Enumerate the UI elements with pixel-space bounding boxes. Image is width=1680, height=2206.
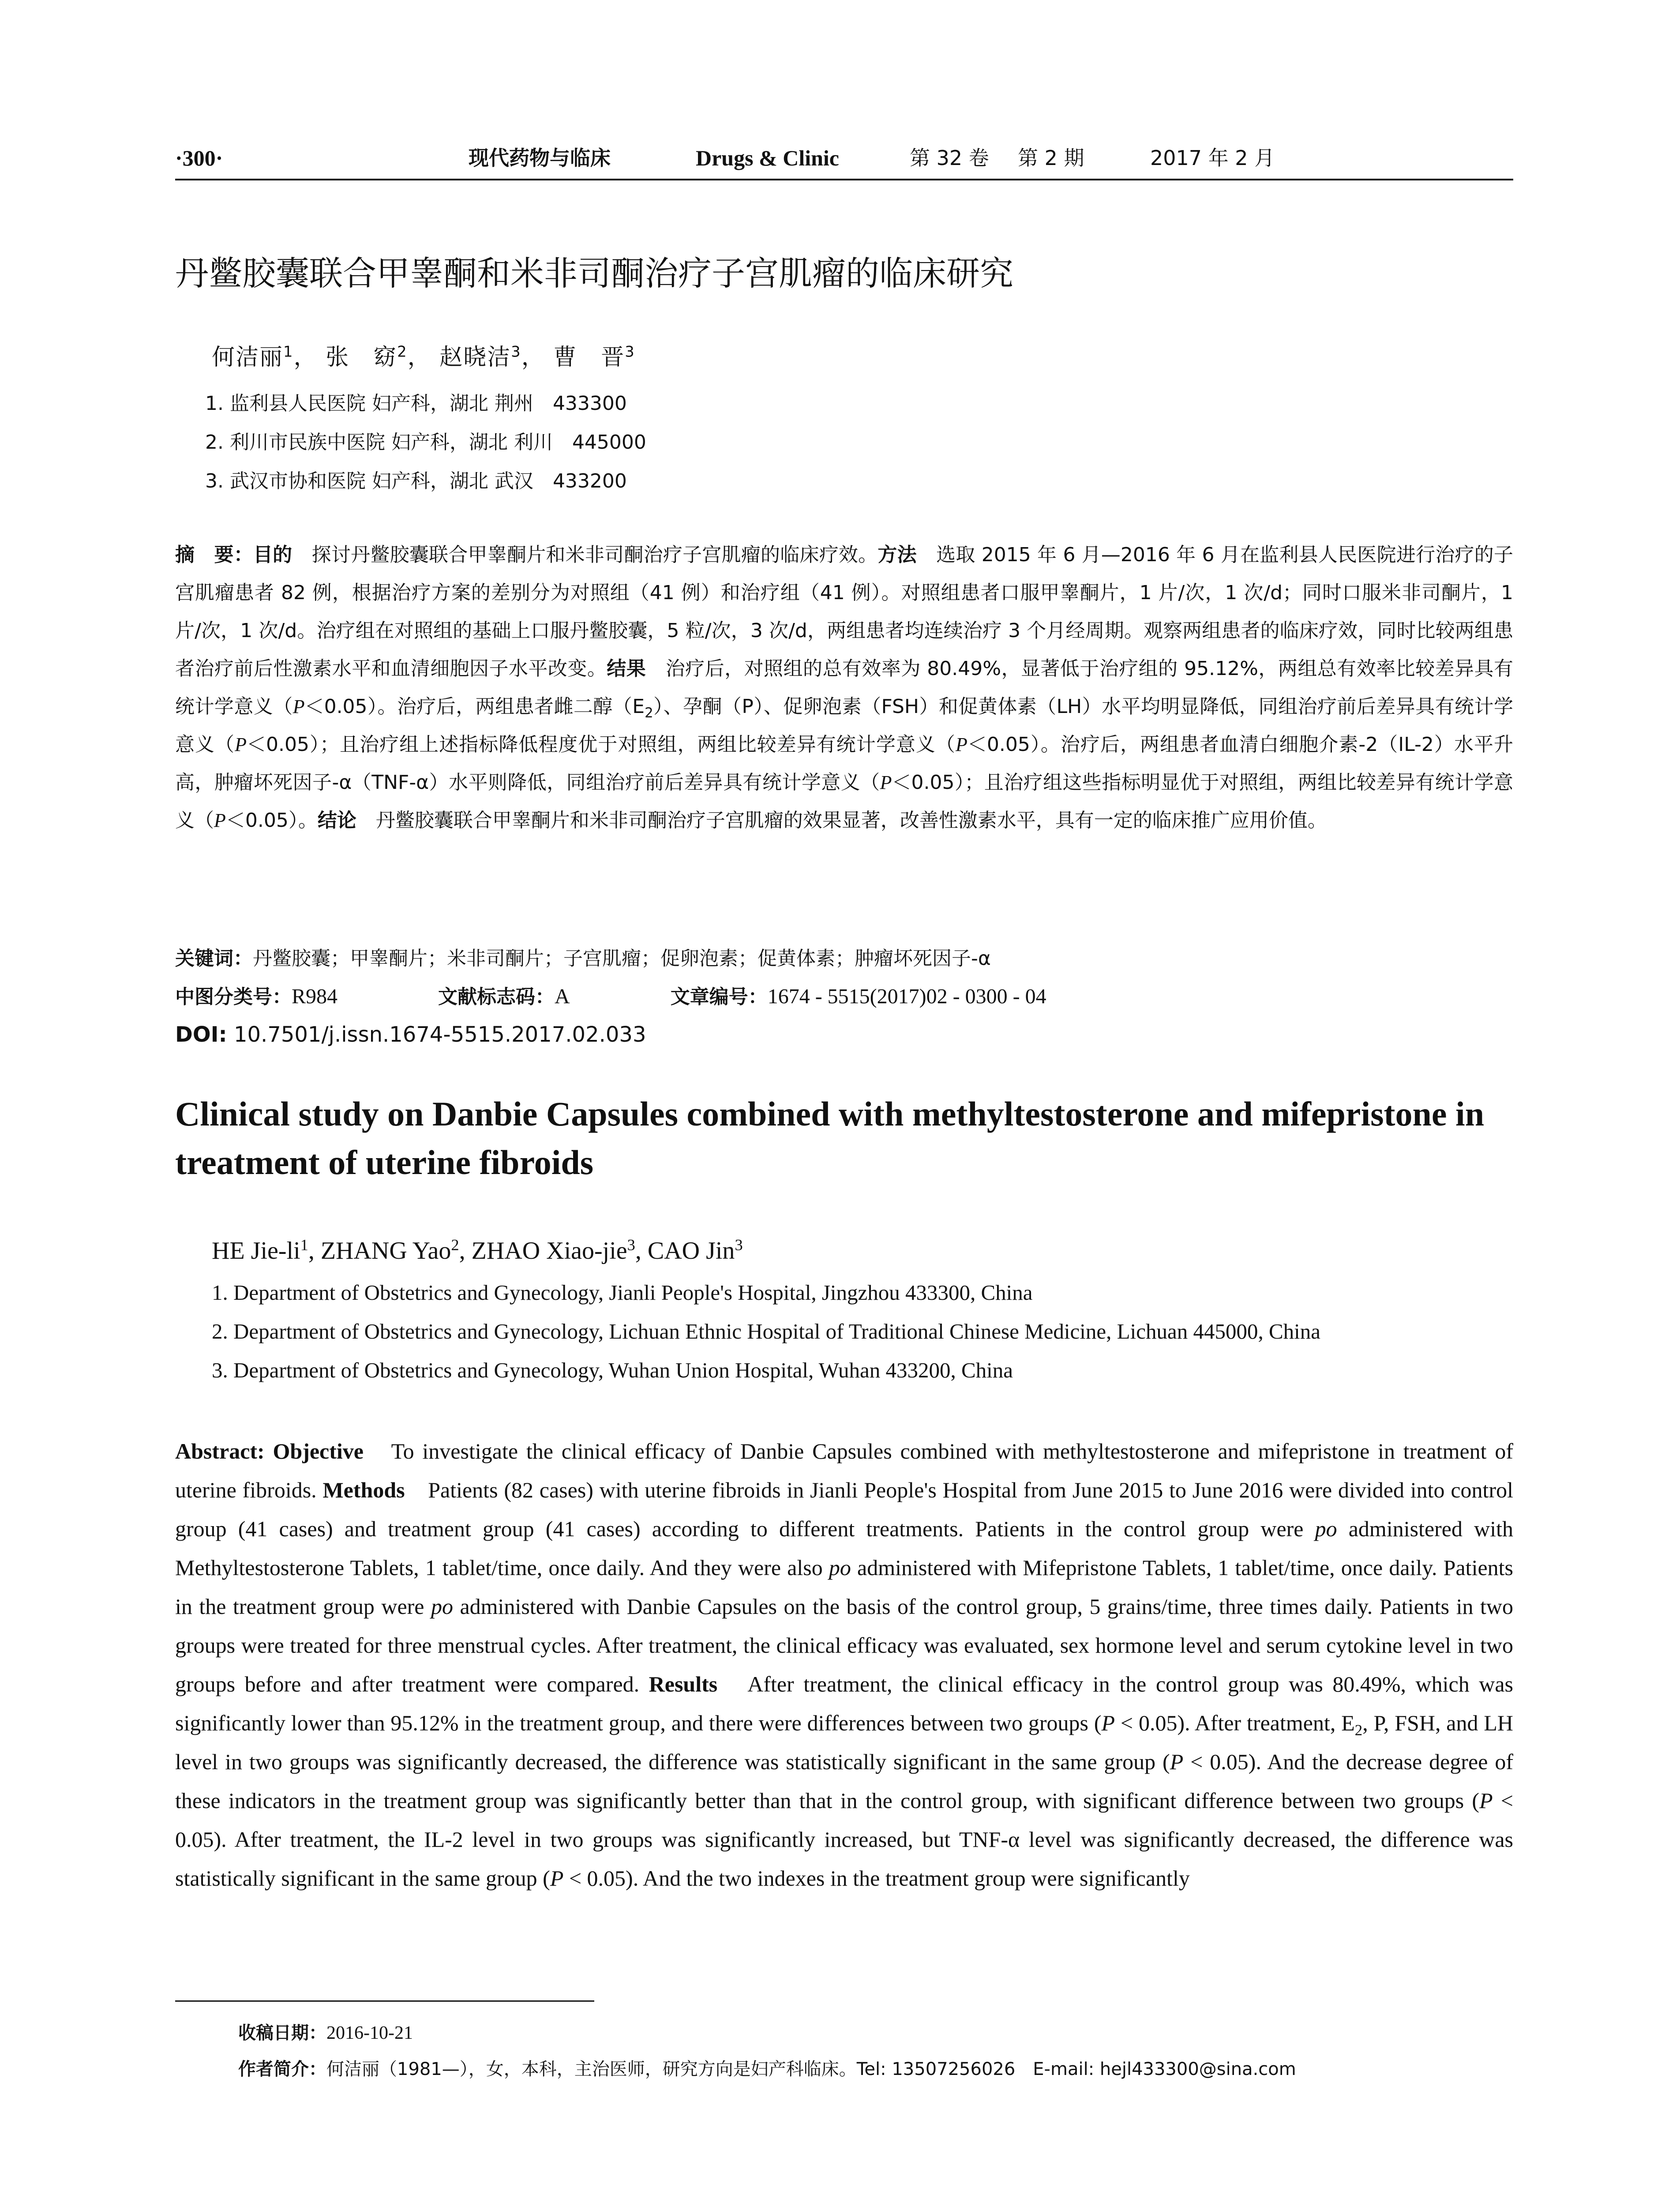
- results-text: 治疗后，对照组的总有效率为 80.49%，显著低于治疗组的 95.12%，两组总有效率比较差异具有统计学意义（: [175, 657, 1513, 718]
- author-name: ZHANG Yao: [320, 1237, 451, 1264]
- title-cn: 丹鳖胶囊联合甲睾酮和米非司酮治疗子宫肌瘤的临床研究: [175, 254, 1013, 293]
- results-text: . And the two indexes in the treatment group were significantly: [633, 1866, 1190, 1891]
- po-term: po: [1315, 1516, 1337, 1541]
- results-text: 。治疗后，两组患者雌二醇（E: [377, 695, 645, 718]
- author-affil-mark: 2: [397, 343, 408, 360]
- results-text: 。治疗后，两组患者血清白细胞介素-2（IL-2）水平升高，肿瘤坏死因子-α（TNF-α）水平则降低，同组治疗前后差异具有统计学意义（: [175, 733, 1514, 794]
- p-value: < 0.05): [563, 1866, 633, 1891]
- methods-label: 方法: [878, 544, 917, 566]
- author-separator: ,: [635, 1237, 648, 1264]
- footnote-rule: [175, 2000, 594, 2002]
- author-name: 赵晓洁: [439, 344, 511, 371]
- affiliation-en-1: 1. Department of Obstetrics and Gynecology, Jianli People's Hospital, Jingzhou 433300, China: [212, 1280, 1033, 1305]
- methods-text: administered with Mifepristone Tablets, 1 tablet/time, once daily. Patients in the treatment group were: [175, 1555, 1514, 1619]
- results-text: ；且治疗组这些指标明显优于对照组，两组比较差异有统计学意义（: [175, 771, 1514, 832]
- conclusion-label: 结论: [317, 809, 356, 832]
- running-header: [175, 140, 1513, 176]
- p-value: ＜0.05）: [225, 809, 298, 832]
- subscript: 2: [645, 705, 653, 721]
- doi-label: DOI:: [175, 1022, 227, 1047]
- p-value: ＜0.05）: [246, 733, 320, 756]
- affiliation-cn-1: 1. 监利县人民医院 妇产科，湖北 荆州 433300: [205, 392, 627, 415]
- doi-value: 10.7501/j.issn.1674-5515.2017.02.033: [227, 1022, 646, 1047]
- p-value: ＜0.05）: [304, 695, 378, 718]
- author-bio: [238, 2054, 1296, 2085]
- affiliation-en-2: 2. Department of Obstetrics and Gynecology, Lichuan Ethnic Hospital of Traditional Chinese Medicine, Lichuan 445000, China: [212, 1319, 1320, 1343]
- p-variable: P: [880, 772, 892, 793]
- author-separator: ，: [293, 344, 318, 371]
- received-label: 收稿日期：: [238, 2023, 326, 2043]
- objective-text: To investigate the clinical efficacy of Danbie Capsules combined with methyltestosterone and mifepristone in treatment of uterine fibroids.: [175, 1439, 1514, 1502]
- author-name: ZHAO Xiao-jie: [471, 1237, 627, 1264]
- article-no-label: 文章编号：: [670, 986, 768, 1008]
- results-text: After treatment, the clinical efficacy in the control group was 80.49%, which was significantly lower than 95.12% in the treatment group, and there were differences between two groups (: [175, 1672, 1514, 1735]
- doi-line: [175, 1016, 646, 1054]
- results-text: , P, FSH, and LH level in two groups was significantly decreased, the difference was statistically significant in the same group (: [175, 1711, 1513, 1774]
- clc-label: 中图分类号：: [175, 986, 292, 1008]
- results-label: 结果: [607, 657, 646, 680]
- keywords-cn: [175, 940, 991, 978]
- p-variable: P: [550, 1866, 564, 1891]
- methods-text: Patients (82 cases) with uterine fibroids in Jianli People's Hospital from June 2015 to June 2016 were divided into control group (41 cases) and treatment group (41 cases) according to different treatments. Patients in the control group were: [175, 1478, 1513, 1541]
- conclusion-text: 丹鳖胶囊联合甲睾酮片和米非司酮治疗子宫肌瘤的效果显著，改善性激素水平，具有一定的临床推广应用价值。: [356, 809, 1327, 832]
- p-variable: P: [214, 810, 226, 831]
- p-value: < 0.05): [175, 1788, 1513, 1852]
- journal-name-cn: 现代药物与临床: [469, 146, 611, 170]
- article-no-value: 1674 - 5515(2017)02 - 0300 - 04: [767, 985, 1046, 1008]
- affiliation-en-3: 3. Department of Obstetrics and Gynecology, Wuhan Union Hospital, Wuhan 433200, China: [212, 1358, 1013, 1382]
- methods-text: 选取 2015 年 6 月—2016 年 6 月在监利县人民医院进行治疗的子宫肌瘤患者 82 例，根据治疗方案的差别分为对照组（41 例）和治疗组（41 例）。对照组患者口服甲睾酮片，1 片/次，1 次/d；同时口服米非司酮片，1 片/次，1 次/d。治疗组在对照组的基础上口服丹鳖胶囊，5 粒/次，3 次/d，两组患者均连续治疗 3 个月经周期。观察两组患者的临床疗效，同时比较两组患者治疗前后性激素水平和血清细胞因子水平改变。: [175, 544, 1514, 680]
- author-name: 张 窈: [326, 344, 398, 371]
- author-name: 曹 晋: [553, 344, 625, 371]
- results-text: . And the decrease degree of these indicators in the treatment group was significantly better than that in the control group, with significant difference between two groups (: [175, 1749, 1513, 1813]
- results-text: . After treatment, E: [1185, 1711, 1355, 1735]
- p-value: < 0.05): [1183, 1749, 1256, 1774]
- bio-value: 何洁丽（1981—），女，本科，主治医师，研究方向是妇产科临床。Tel: 13507256026 E-mail: hejl433300@sina.com: [326, 2059, 1296, 2079]
- author-name: HE Jie-li: [212, 1237, 300, 1264]
- p-variable: P: [1479, 1788, 1493, 1813]
- received-date: [238, 2018, 413, 2048]
- po-term: po: [431, 1594, 453, 1619]
- doc-code-value: A: [555, 985, 570, 1008]
- issue: 第 2 期: [1018, 146, 1084, 170]
- abstract-en: [175, 1432, 1513, 1898]
- objective-label: 目的: [253, 544, 292, 566]
- author-separator: ，: [407, 344, 431, 371]
- abstract-objective-label: Abstract: Objective: [175, 1439, 364, 1463]
- abstract-label: 摘 要：: [175, 544, 253, 566]
- p-value: ＜0.05）: [967, 733, 1041, 756]
- p-variable: P: [292, 696, 305, 717]
- abstract-cn: [175, 536, 1513, 840]
- author-affil-mark: 3: [625, 343, 635, 360]
- p-value: < 0.05): [1115, 1711, 1185, 1735]
- results-label: Results: [649, 1672, 718, 1696]
- results-text: ）、孕酮（P）、促卵泡素（FSH）和促黄体素（LH）水平均明显降低，同组治疗前后差异具有统计学意义（: [175, 695, 1514, 756]
- results-text: . After treatment, the IL-2 level in two groups was significantly increased, but TNF-α level was significantly decreased, the difference was statistically significant in the same group (: [175, 1827, 1513, 1891]
- po-term: po: [829, 1555, 851, 1580]
- bio-label: 作者简介：: [238, 2059, 326, 2079]
- author-name: 何洁丽: [212, 344, 284, 371]
- methods-text: administered with Danbie Capsules on the basis of the control group, 5 grains/time, three times daily. Patients in two groups were treated for three menstrual cycles. After treatment, the clinical efficacy was evaluated, sex hormone level and serum cytokine level in two groups before and after treatment were compared.: [175, 1594, 1513, 1696]
- affiliation-cn-2: 2. 利川市民族中医院 妇产科，湖北 利川 445000: [205, 431, 646, 454]
- received-value: 2016-10-21: [326, 2023, 413, 2043]
- author-affil-mark: 2: [451, 1236, 459, 1254]
- keywords-label: 关键词：: [175, 947, 253, 970]
- volume: 第 32 卷: [910, 146, 989, 170]
- p-variable: P: [955, 734, 968, 755]
- doc-code-label: 文献标志码：: [438, 986, 555, 1008]
- results-text: 。: [298, 809, 318, 832]
- author-separator: ,: [459, 1237, 472, 1264]
- author-name: CAO Jin: [647, 1237, 735, 1264]
- methods-text: administered with Methyltestosterone Tablets, 1 tablet/time, once daily. And they were also: [175, 1516, 1513, 1580]
- clc-value: R984: [292, 985, 338, 1008]
- methods-label: Methods: [322, 1478, 405, 1502]
- journal-name-en: Drugs & Clinic: [696, 146, 839, 170]
- affiliation-cn-3: 3. 武汉市协和医院 妇产科，湖北 武汉 433200: [205, 470, 627, 492]
- author-affil-mark: 3: [735, 1236, 743, 1254]
- objective-text: 探讨丹鳖胶囊联合甲睾酮片和米非司酮治疗子宫肌瘤的临床疗效。: [292, 544, 878, 566]
- author-separator: ,: [308, 1237, 321, 1264]
- authors-en: [212, 1231, 743, 1271]
- p-variable: P: [235, 734, 247, 755]
- classification-line: [175, 978, 1046, 1016]
- header-rule: [175, 179, 1513, 180]
- keywords-text: 丹鳖胶囊；甲睾酮片；米非司酮片；子宫肌瘤；促卵泡素；促黄体素；肿瘤坏死因子-α: [253, 947, 991, 970]
- p-variable: P: [1170, 1749, 1184, 1774]
- authors-cn: [212, 338, 635, 377]
- title-en: Clinical study on Danbie Capsules combined with methyltestosterone and mifepristone in treatment of uterine fibroids: [175, 1095, 1485, 1182]
- author-affil-mark: 3: [627, 1236, 635, 1254]
- p-variable: P: [1101, 1711, 1115, 1735]
- issue-date: 2017 年 2 月: [1150, 146, 1275, 170]
- author-separator: ，: [521, 344, 545, 371]
- p-value: ＜0.05）: [892, 771, 965, 794]
- page-number: ·300·: [175, 146, 223, 170]
- author-affil-mark: 1: [283, 343, 294, 360]
- results-text: ；且治疗组上述指标降低程度优于对照组，两组比较差异有统计学意义（: [320, 733, 956, 756]
- author-affil-mark: 3: [511, 343, 521, 360]
- subscript: 2: [1354, 1722, 1363, 1739]
- author-affil-mark: 1: [300, 1236, 308, 1254]
